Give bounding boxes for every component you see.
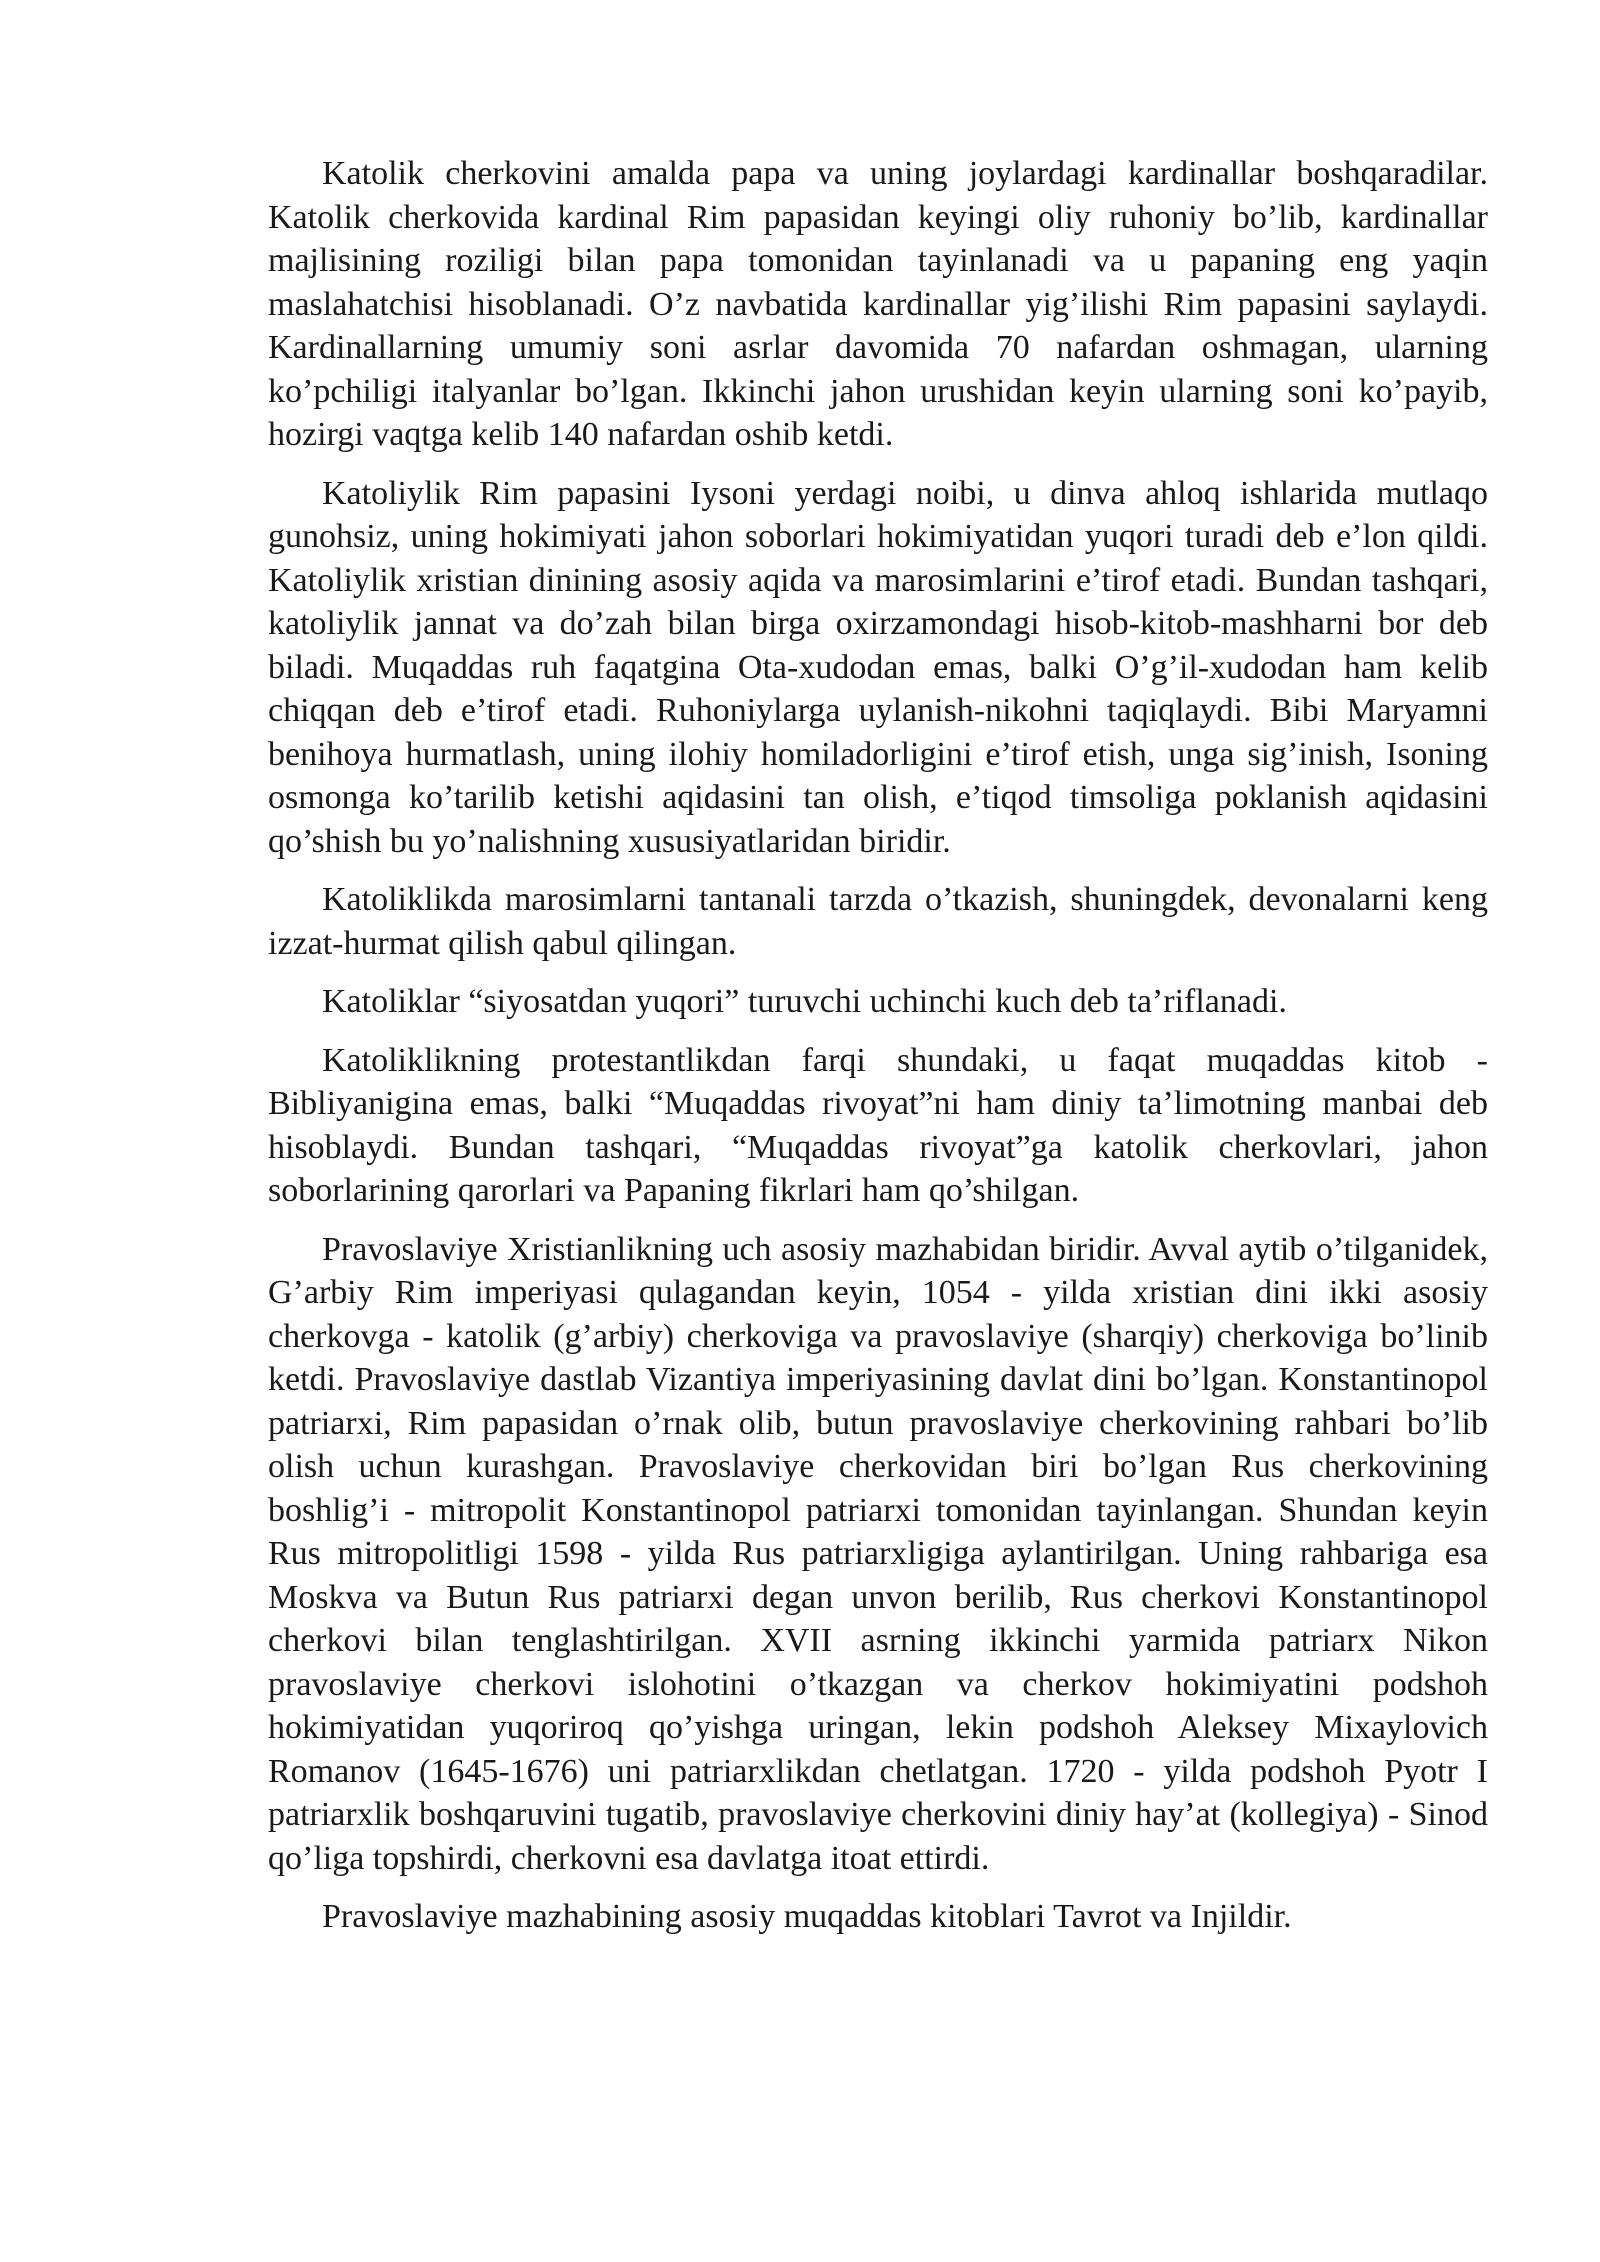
paragraph-5: Katoliklikning protestantlikdan farqi shundaki, u faqat muqaddas kitob - Bibliyanigina emas, balki “Muqaddas rivoyat”ni ham diniy ta’limotning manbai deb hisoblaydi. Bundan tashqari, “Muqaddas rivoyat”ga katolik cherkovlari, jahon soborlarining qarorlari va Papaning fikrlari ham qo’shilgan.: [268, 1041, 1488, 1209]
paragraph-1: Katolik cherkovini amalda papa va uning joylardagi kardinallar boshqaradilar. Katolik cherkovida kardinal Rim papasidan keyingi oliy ruhoniy bo’lib, kardinallar majlisining roziligi bilan papa tomonidan tayinlanadi va u papaning eng yaqin maslahatchisi hisoblanadi. O’z navbatida kardinallar yig’ilishi Rim papasini saylaydi. Kardinallarning umumiy soni asrlar davomida 70 nafardan oshmagan, ularning ko’pchiligi italyanlar bo’lgan. Ikkinchi jahon urushidan keyin ularning soni ko’payib, hozirgi vaqtga kelib 140 nafardan oshib ketdi.: [268, 155, 1488, 453]
paragraph-4: Katoliklar “siyosatdan yuqori” turuvchi uchinchi kuch deb ta’riflanadi.: [322, 983, 1287, 1020]
paragraph-3: Katoliklikda marosimlarni tantanali tarzda o’tkazish, shuningdek, devonalarni keng izzat-hurmat qilish qabul qilingan.: [268, 881, 1488, 962]
paragraph-7: Pravoslaviye mazhabining asosiy muqaddas kitoblari Tavrot va Injildir.: [322, 1898, 1292, 1935]
paragraph-6: Pravoslaviye Xristianlikning uch asosiy mazhabidan biridir. Avval aytib o’tilganidek, G’arbiy Rim imperiyasi qulagandan keyin, 1054 - yilda xristian dini ikki asosiy cherkovga - katolik (g’arbiy) cherkoviga va pravoslaviye (sharqiy) cherkoviga bo’linib ketdi. Pravoslaviye dastlab Vizantiya imperiyasining davlat dini bo’lgan. Konstantinopol patriarxi, Rim papasidan o’rnak olib, butun pravoslaviye cherkovining rahbari bo’lib olish uchun kurashgan. Pravoslaviye cherkovidan biri bo’lgan Rus cherkovining boshlig’i - mitropolit Konstantinopol patriarxi tomonidan tayinlangan. Shundan keyin Rus mitropolitligi 1598 - yilda Rus patriarxligiga aylantirilgan. Uning rahbariga esa Moskva va Butun Rus patriarxi degan unvon berilib, Rus cherkovi Konstantinopol cherkovi bilan tenglashtirilgan. XVII asrning ikkinchi yarmida patriarx Nikon pravoslaviye cherkovi islohotini o’tkazgan va cherkov hokimiyatini podshoh hokimiyatidan yuqoriroq qo’yishga uringan, lekin podshoh Aleksey Mixaylovich Romanov (1645-1676) uni patriarxlikdan chetlatgan. 1720 - yilda podshoh Pyotr I patriarxlik boshqaruvini tugatib, pravoslaviye cherkovini diniy hay’at (kollegiya) - Sinod qo’liga topshirdi, cherkovni esa davlatga itoat ettirdi.: [268, 1230, 1488, 1877]
paragraph-2: Katoliylik Rim papasini Iysoni yerdagi noibi, u dinva ahloq ishlarida mutlaqo gunohsiz, uning hokimiyati jahon soborlari hokimiyatidan yuqori turadi deb e’lon qildi. Katoliylik xristian dinining asosiy aqida va marosimlarini e’tirof etadi. Bundan tashqari, katoliylik jannat va do’zah bilan birga oxirzamondagi hisob-kitob-mashharni bor deb biladi. Muqaddas ruh faqatgina Ota-xudodan emas, balki O’g’il-xudodan ham kelib chiqqan deb e’tirof etadi. Ruhoniylarga uylanish-nikohni taqiqlaydi. Bibi Maryamni benihoya hurmatlash, uning ilohiy homiladorligini e’tirof etish, unga sig’inish, Isoning osmonga ko’tarilib ketishi aqidasini tan olish, e’tiqod timsoliga poklanish aqidasini qo’shish bu yo’nalishning xususiyatlaridan biridir.: [268, 474, 1488, 860]
body-text: [268, 152, 1488, 1954]
